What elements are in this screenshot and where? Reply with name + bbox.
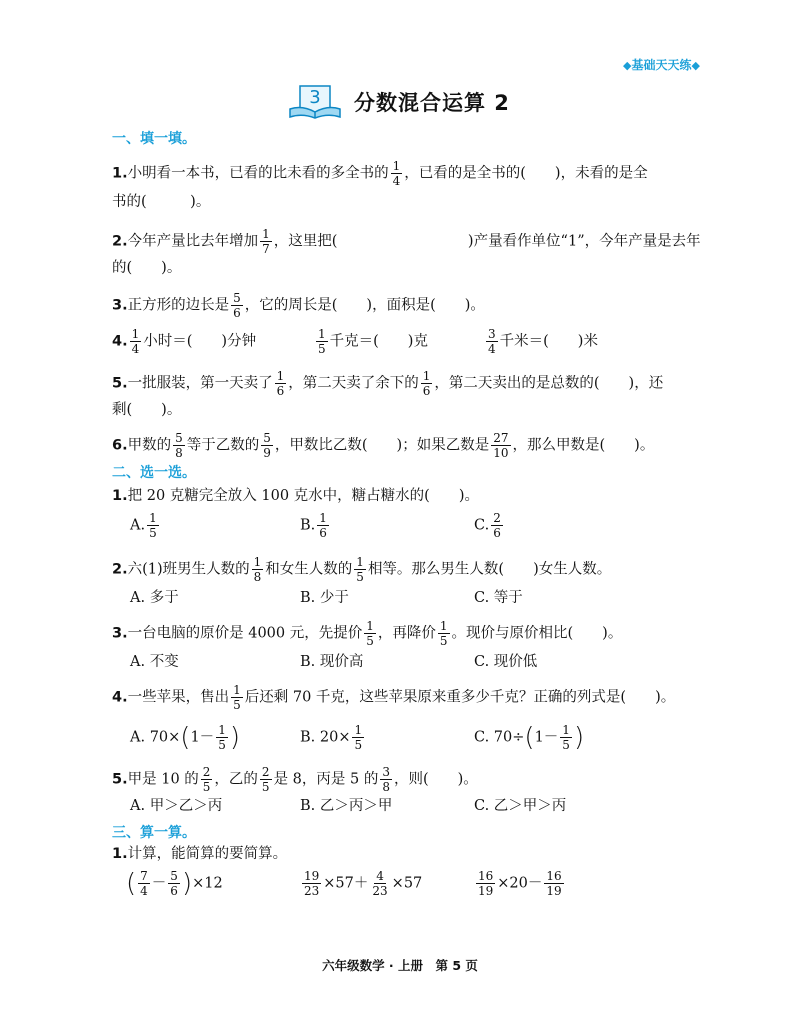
question-text: 今年产量比去年增加 — [127, 233, 259, 250]
fraction — [216, 724, 228, 751]
question-number: 1. — [112, 165, 128, 182]
fraction — [438, 620, 450, 647]
right-paren: ) — [573, 722, 585, 753]
question-text: 和女生人数的 — [265, 561, 353, 578]
lesson-title — [288, 85, 510, 119]
denominator: 8 — [253, 570, 262, 584]
numerator: 5 — [233, 291, 241, 305]
numerator: 3 — [488, 327, 496, 341]
fraction — [260, 766, 272, 793]
fill-q1-line1 — [112, 160, 648, 187]
fill-q6 — [112, 432, 654, 459]
question-number: 3. — [112, 297, 128, 314]
fraction — [352, 724, 364, 751]
choose-q2-option-c[interactable]: C. 等于 — [474, 590, 523, 606]
numerator: 1 — [318, 327, 326, 341]
denominator: 6 — [493, 526, 501, 540]
choose-q4-option-a[interactable] — [130, 724, 240, 751]
numerator: 1 — [276, 369, 285, 383]
expression-text: 1－ — [190, 729, 215, 746]
fraction — [252, 556, 264, 583]
fill-q4 — [112, 328, 256, 355]
denominator: 5 — [356, 570, 364, 584]
question-number: 5. — [112, 771, 128, 788]
denominator: 5 — [202, 780, 211, 794]
question-text: ，乙的 — [214, 771, 258, 788]
fraction — [391, 160, 403, 187]
choose-q4 — [112, 684, 675, 711]
denominator: 10 — [493, 446, 509, 460]
left-paren: ( — [180, 722, 191, 753]
fraction — [201, 766, 213, 793]
numerator: 1 — [356, 555, 364, 569]
question-text: ，第二天卖出的是总数的( )，还 — [434, 375, 664, 392]
question-number: 6. — [112, 437, 128, 454]
choose-q4-option-b[interactable] — [300, 724, 366, 751]
question-text: 小明看一本书，已看的比未看的多全书的 — [127, 165, 389, 182]
numerator: 1 — [149, 511, 157, 525]
question-text: ，第二天卖了余下的 — [288, 375, 419, 392]
left-paren: ( — [524, 722, 535, 753]
question-text: 甲数的 — [127, 437, 172, 454]
fraction — [275, 370, 287, 397]
fraction — [560, 724, 572, 751]
numerator: 1 — [218, 723, 226, 737]
numerator: 4 — [376, 869, 384, 883]
question-text: 一批服装，第一天卖了 — [127, 375, 273, 392]
expression-text: ×57 — [391, 875, 423, 892]
choose-q3-option-c[interactable]: C. 现价低 — [474, 654, 538, 670]
fraction — [364, 620, 376, 647]
question-text: 一台电脑的原价是 4000 元，先提价 — [127, 625, 363, 642]
page-title: 分数混合运算 2 — [354, 91, 510, 115]
choose-q1 — [112, 486, 479, 506]
choose-q3 — [112, 620, 622, 647]
fraction — [370, 870, 389, 897]
denominator: 8 — [175, 446, 183, 460]
denominator: 5 — [366, 634, 374, 648]
question-text: 六(1)班男生人数的 — [127, 561, 250, 578]
book-icon — [288, 85, 342, 119]
choose-q5-option-a[interactable]: A. 甲＞乙＞丙 — [130, 798, 223, 814]
operator: － — [151, 875, 167, 892]
question-text: 正方形的边长是 — [127, 297, 230, 314]
choose-q1-option-c[interactable] — [474, 512, 505, 539]
right-paren: ) — [229, 722, 240, 753]
question-number: 3. — [112, 625, 128, 642]
numerator: 2 — [261, 765, 270, 779]
denominator: 8 — [382, 780, 390, 794]
denominator: 5 — [562, 738, 570, 752]
denominator: 6 — [276, 384, 285, 398]
question-text: 。现价与原价相比( )。 — [451, 625, 623, 642]
fraction — [544, 870, 563, 897]
section-heading-choose: 二、选一选。 — [112, 465, 196, 481]
question-text: ，已看的是全书的( )，未看的是全 — [404, 165, 648, 182]
fraction — [138, 870, 150, 897]
calc-expression-2 — [300, 870, 422, 897]
question-text: ，它的周长是( )，面积是( )。 — [244, 297, 485, 314]
diamond-icon: ◆ — [691, 59, 700, 72]
numerator: 2 — [202, 765, 211, 779]
section-heading-calc: 三、算一算。 — [112, 825, 196, 841]
denominator: 6 — [170, 884, 178, 898]
question-number: 2. — [112, 561, 128, 578]
fraction — [260, 228, 272, 255]
expression-text: ×12 — [192, 875, 223, 892]
question-text: 计算，能简算的要简算。 — [127, 846, 288, 862]
numerator: 1 — [319, 511, 327, 525]
numerator: 2 — [493, 511, 501, 525]
fill-q2-line2: 的( )。 — [112, 260, 182, 276]
numerator: 16 — [478, 869, 494, 883]
option-label: B. — [300, 517, 316, 534]
numerator: 1 — [562, 723, 570, 737]
option-label: B. 20× — [300, 729, 351, 746]
question-number: 1. — [112, 488, 128, 504]
fraction — [231, 684, 243, 711]
question-text: 相等。那么男生人数( )女生人数。 — [367, 561, 612, 578]
fraction — [261, 432, 273, 459]
denominator: 5 — [218, 738, 226, 752]
fraction — [354, 556, 366, 583]
question-text: 后还剩 70 千克，这些苹果原来重多少千克？正确的列式是( )。 — [244, 689, 676, 706]
denominator: 4 — [392, 174, 401, 188]
fill-q1-line2: 书的( )。 — [112, 194, 211, 210]
denominator: 5 — [261, 780, 270, 794]
fraction — [316, 328, 328, 355]
expression-text: ×57＋ — [323, 875, 369, 892]
choose-q5-option-b[interactable]: B. 乙＞丙＞甲 — [300, 798, 393, 814]
question-text: 小时＝( )分钟 — [143, 333, 257, 350]
numerator: 1 — [131, 327, 140, 341]
header-tag-text: 基础天天练 — [631, 58, 692, 72]
fill-q4-part3 — [484, 328, 598, 355]
choose-q3-option-b[interactable]: B. 现价高 — [300, 654, 364, 670]
expression-text: ×20－ — [497, 875, 543, 892]
denominator: 5 — [233, 698, 241, 712]
choose-q5-option-c[interactable]: C. 乙＞甲＞丙 — [474, 798, 567, 814]
question-text: ，再降价 — [377, 625, 436, 642]
numerator: 19 — [304, 869, 320, 883]
fraction — [317, 512, 329, 539]
denominator: 4 — [131, 342, 140, 356]
fraction — [491, 512, 503, 539]
fill-q3 — [112, 292, 485, 319]
calc-expression-1 — [126, 870, 223, 897]
choose-q1-option-a[interactable] — [130, 512, 161, 539]
numerator: 3 — [382, 765, 390, 779]
header-tag — [623, 56, 700, 73]
choose-q1-option-b[interactable] — [300, 512, 331, 539]
left-paren: ( — [126, 868, 137, 899]
fraction — [491, 432, 510, 459]
fill-q5-line1 — [112, 370, 663, 397]
denominator: 5 — [149, 526, 157, 540]
question-text: ，甲数比乙数( )；如果乙数是 — [274, 437, 490, 454]
denominator: 9 — [263, 446, 271, 460]
denominator: 4 — [140, 884, 148, 898]
question-number: 5. — [112, 375, 128, 392]
choose-q3-option-a[interactable]: A. 不变 — [130, 654, 179, 670]
denominator: 5 — [318, 342, 326, 356]
question-text: ，这里把( )产量看作单位“1”，今年产量是去年 — [273, 233, 701, 250]
section-heading-fill: 一、填一填。 — [112, 131, 196, 147]
numerator: 1 — [392, 159, 401, 173]
numerator: 16 — [546, 869, 562, 883]
numerator: 1 — [233, 683, 241, 697]
choose-q5 — [112, 766, 478, 793]
fraction — [302, 870, 321, 897]
question-number: 4. — [112, 333, 128, 350]
fill-q4-part2 — [314, 328, 428, 355]
fraction — [476, 870, 495, 897]
question-text: 千米＝( )米 — [499, 333, 598, 350]
question-text: 一些苹果，售出 — [127, 689, 230, 706]
calc-q1 — [112, 844, 287, 864]
fraction — [231, 292, 243, 319]
denominator: 19 — [546, 884, 562, 898]
question-text: ，那么甲数是( )。 — [512, 437, 655, 454]
denominator: 7 — [262, 242, 270, 256]
question-text: 等于乙数的 — [186, 437, 260, 454]
denominator: 5 — [354, 738, 363, 752]
denominator: 19 — [478, 884, 494, 898]
numerator: 1 — [366, 619, 374, 633]
question-text: 是 8，丙是 5 的 — [273, 771, 379, 788]
option-label: A. 70× — [130, 729, 181, 746]
numerator: 1 — [422, 369, 431, 383]
right-paren: ) — [181, 868, 193, 899]
fill-q5-line2: 剩( )。 — [112, 402, 182, 418]
option-label: A. — [130, 517, 146, 534]
numerator: 5 — [263, 431, 271, 445]
fraction — [380, 766, 392, 793]
fraction — [421, 370, 433, 397]
question-number: 2. — [112, 233, 128, 250]
fraction — [486, 328, 498, 355]
lesson-number: 3 — [309, 87, 321, 108]
numerator: 7 — [140, 869, 148, 883]
numerator: 1 — [253, 555, 262, 569]
choose-q4-option-c[interactable] — [474, 724, 584, 751]
numerator: 1 — [262, 227, 270, 241]
denominator: 6 — [422, 384, 431, 398]
question-text: 把 20 克糖完全放入 100 克水中，糖占糖水的( )。 — [127, 488, 479, 504]
numerator: 1 — [354, 723, 363, 737]
choose-q2-option-b[interactable]: B. 少于 — [300, 590, 349, 606]
fraction — [130, 328, 142, 355]
numerator: 5 — [175, 431, 183, 445]
numerator: 27 — [493, 431, 509, 445]
numerator: 1 — [439, 619, 448, 633]
question-number: 1. — [112, 846, 128, 862]
denominator: 23 — [372, 884, 388, 898]
question-text: ，则( )。 — [393, 771, 478, 788]
fraction — [173, 432, 185, 459]
fraction — [168, 870, 180, 897]
page-footer: 六年级数学 · 上册 第 5 页 — [322, 958, 478, 973]
denominator: 5 — [439, 634, 448, 648]
denominator: 23 — [304, 884, 320, 898]
calc-expression-3 — [474, 870, 566, 897]
question-text: 千克＝( )克 — [329, 333, 428, 350]
question-number: 4. — [112, 689, 128, 706]
fill-q2-line1 — [112, 228, 701, 255]
fraction — [147, 512, 159, 539]
choose-q2-option-a[interactable]: A. 多于 — [130, 590, 179, 606]
denominator: 6 — [233, 306, 241, 320]
expression-text: 1－ — [534, 729, 559, 746]
option-label: C. — [474, 517, 490, 534]
numerator: 5 — [170, 869, 178, 883]
denominator: 6 — [319, 526, 327, 540]
choose-q2 — [112, 556, 611, 583]
option-label: C. 70÷ — [474, 729, 525, 746]
diamond-icon: ◆ — [623, 59, 632, 72]
denominator: 4 — [488, 342, 496, 356]
question-text: 甲是 10 的 — [127, 771, 199, 788]
